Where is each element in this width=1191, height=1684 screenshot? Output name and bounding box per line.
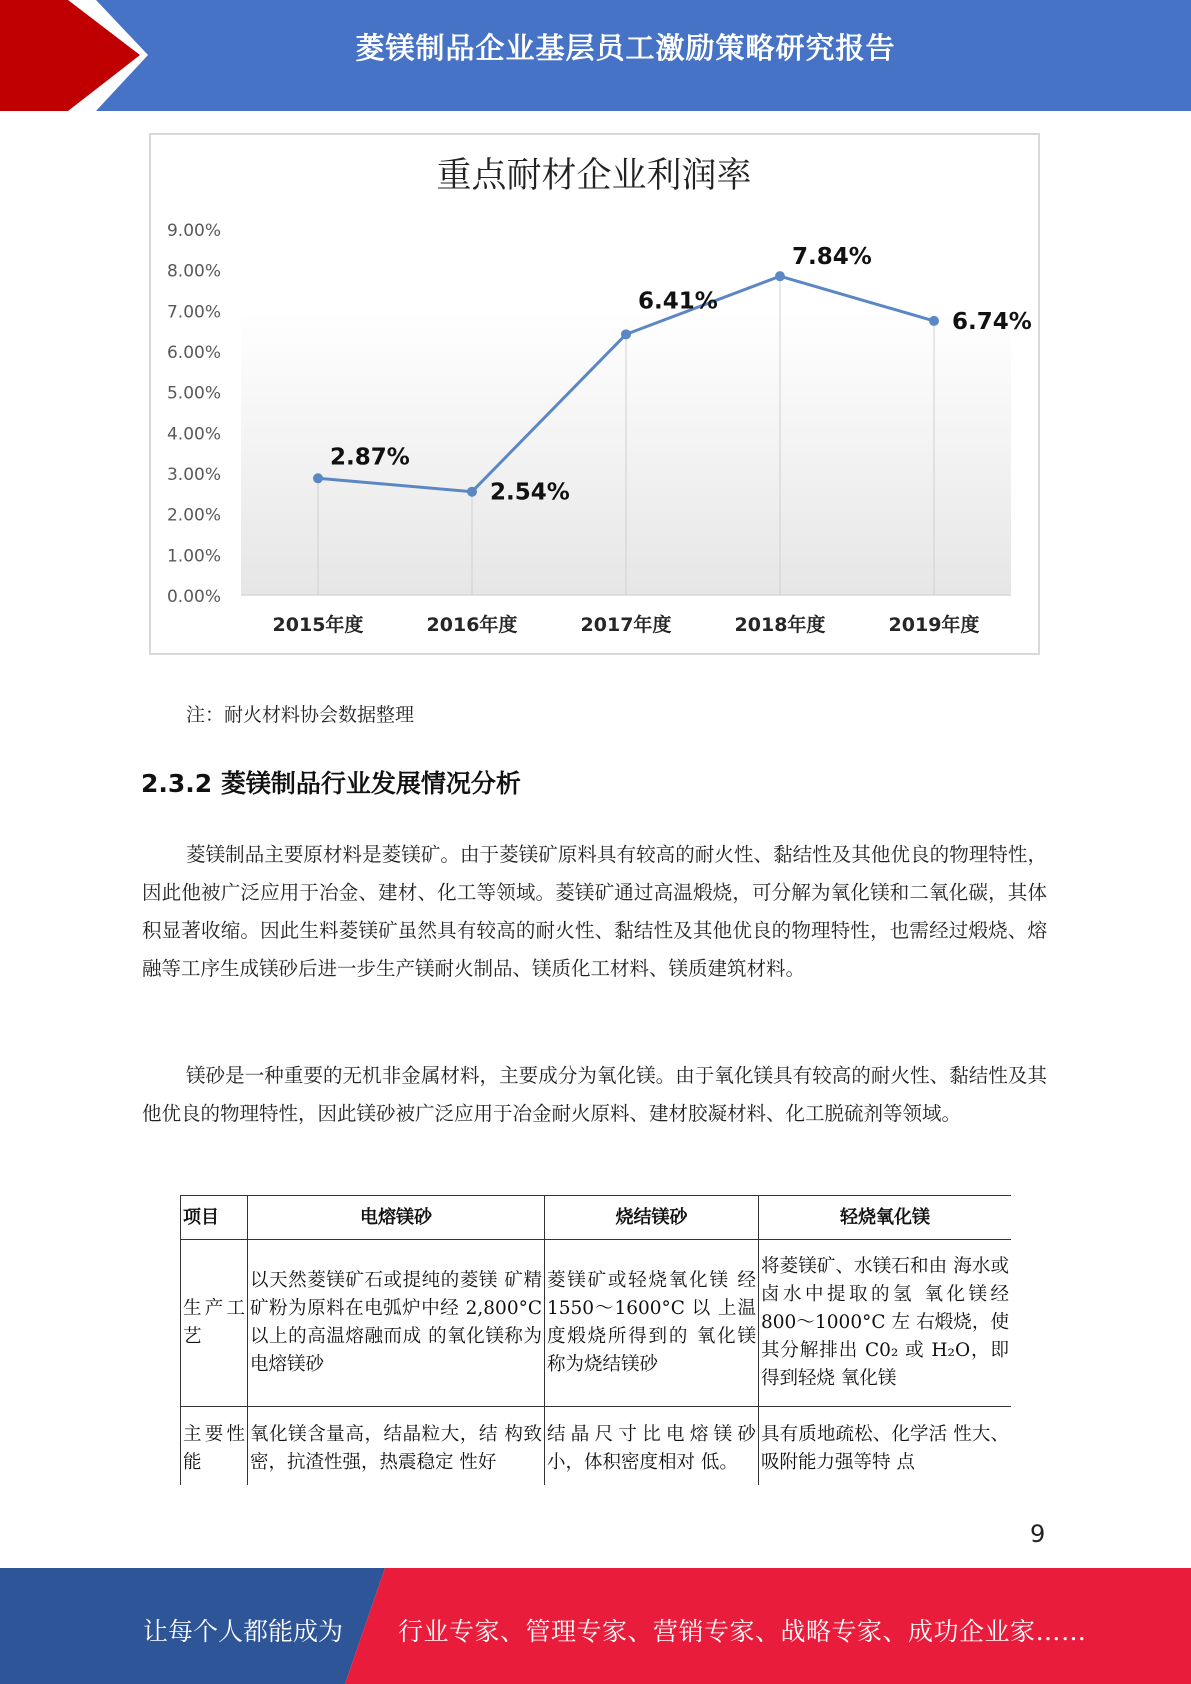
chart-title: 重点耐材企业利润率 — [436, 156, 752, 196]
y-tick-label: 5.00% — [166, 383, 221, 404]
x-tick-label: 2019年度 — [888, 614, 980, 636]
x-tick-label: 2017年度 — [580, 614, 672, 636]
paragraph-magnesia: 镁砂是一种重要的无机非金属材料，主要成分为氧化镁。由于氧化镁具有较高的耐火性、黏结性及其他优良的物理特性，因此镁砂被广泛应用于冶金耐火原料、建材胶凝材料、化工脱硫剂等领域。 — [142, 1064, 1047, 1125]
table-header-cell: 项目 — [181, 1196, 248, 1240]
y-tick-label: 3.00% — [166, 465, 221, 485]
y-tick-label: 9.00% — [166, 221, 221, 241]
data-label: 2.54% — [490, 479, 570, 506]
footer-slogan-left: 让每个人都能成为 — [143, 1617, 344, 1646]
table-cell: 具有质地疏松、化学活 性大、吸附能力强等特 点 — [759, 1407, 1012, 1486]
y-tick-label: 8.00% — [166, 261, 221, 282]
data-point — [467, 487, 477, 497]
table-row — [181, 1407, 1012, 1486]
y-tick-label: 6.00% — [166, 343, 221, 363]
table-cell: 氧化镁含量高，结晶粒大，结 构致密，抗渣性强，热震稳定 性好 — [248, 1407, 545, 1486]
data-label: 6.41% — [638, 288, 718, 315]
table-header-cell: 电熔镁砂 — [248, 1196, 545, 1240]
x-tick-label: 2018年度 — [734, 614, 826, 636]
data-point — [775, 271, 785, 281]
y-tick-label: 2.00% — [166, 505, 221, 526]
section-heading: 2.3.2 菱镁制品行业发展情况分析 — [141, 769, 521, 798]
product-spec-table-wrapper — [180, 1195, 1011, 1485]
data-label: 7.84% — [792, 244, 872, 271]
table-cell: 结晶尺寸比电熔镁砂 小，体积密度相对 低。 — [545, 1407, 759, 1486]
table-header-cell: 轻烧氧化镁 — [759, 1196, 1012, 1240]
table-row — [181, 1240, 1012, 1407]
footer-slogan-right: 行业专家、管理专家、营销专家、战略专家、成功企业家…… — [398, 1617, 1087, 1646]
table-header-cell: 烧结镁砂 — [545, 1196, 759, 1240]
table-cell: 将菱镁矿、水镁石和由 海水或卤水中提取的氢 氧化镁经 800～1000°C 左 右煅烧，使其分解排出 C0₂ 或 H₂O，即得到轻烧 氧化镁 — [759, 1240, 1012, 1407]
data-point — [313, 473, 323, 483]
chart-source-note: 注：耐火材料协会数据整理 — [186, 704, 415, 726]
y-tick-label: 0.00% — [166, 587, 221, 607]
data-point — [621, 329, 631, 339]
y-tick-label: 4.00% — [166, 424, 221, 445]
data-label: 2.87% — [330, 444, 410, 471]
page-number: 9 — [1030, 1520, 1046, 1548]
table-cell: 菱镁矿或轻烧氧化镁 经 1550～1600°C 以 上温度煅烧所得到的 氧化镁称为烧结镁砂 — [545, 1240, 759, 1407]
x-tick-label: 2016年度 — [426, 614, 518, 636]
data-label: 6.74% — [952, 308, 1032, 335]
chart-svg — [151, 135, 1038, 653]
profit-rate-chart — [149, 133, 1040, 655]
paragraph-magnesite: 菱镁制品主要原材料是菱镁矿。由于菱镁矿原料具有较高的耐火性、黏结性及其他优良的物理特性，因此他被广泛应用于冶金、建材、化工等领域。菱镁矿通过高温煅烧，可分解为氧化镁和二氧化碳，其体积显著收缩。因此生料菱镁矿虽然具有较高的耐火性、黏结性及其他优良的物理特性，也需经过煅烧、熔融等工序生成镁砂后进一步生产镁耐火制品、镁质化工材料、镁质建筑材料。 — [142, 843, 1047, 980]
x-tick-label: 2015年度 — [272, 614, 364, 636]
table-header-row — [181, 1196, 1012, 1240]
y-tick-label: 7.00% — [166, 302, 221, 323]
page-footer — [0, 1568, 1191, 1684]
page-header — [0, 0, 1191, 111]
data-point — [929, 316, 939, 326]
table-cell: 以天然菱镁矿石或提纯的菱镁 矿精矿粉为原料在电弧炉中经 2,800°C 以上的高温熔融而成 的氧化镁称为电熔镁砂 — [248, 1240, 545, 1407]
header-title: 菱镁制品企业基层员工激励策略研究报告 — [355, 31, 896, 65]
y-tick-label: 1.00% — [166, 546, 221, 567]
table-row-label: 主要性能 — [181, 1407, 248, 1486]
table-row-label: 生产工艺 — [181, 1240, 248, 1407]
product-spec-table — [180, 1195, 1011, 1485]
